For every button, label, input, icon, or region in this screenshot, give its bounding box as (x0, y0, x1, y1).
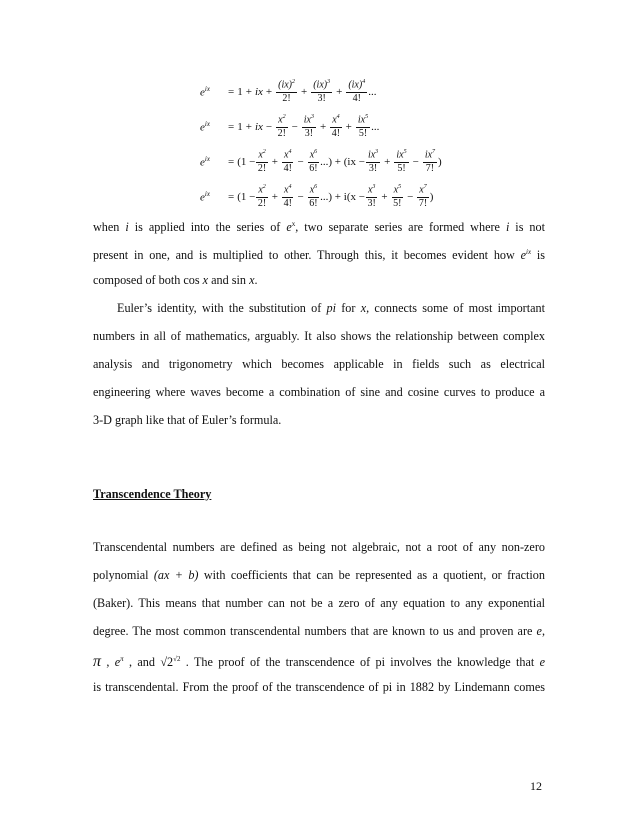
paragraph-2-line-3: analysis and trigonometry which becomes applicable in fields such as electrical (93, 357, 545, 371)
paragraph-3-line-1: Transcendental numbers are defined as being not algebraic, not a root of any non-zero (93, 540, 545, 554)
section-heading: Transcendence Theory (93, 487, 212, 501)
term: ix (254, 120, 263, 133)
operator: − (297, 155, 304, 168)
paragraph-2-line-4: engineering where waves become a combination of sine and cosine curves to produce a (93, 385, 545, 399)
fraction: $\frac{x^2}{2!}$ (277, 114, 286, 139)
fraction: $\frac{(ix)^4}{4!}$ (348, 79, 366, 104)
operator: + (381, 190, 388, 203)
fraction: $\frac{x^6}{6!}$ (309, 184, 318, 209)
operator: − (297, 190, 304, 203)
equals-sign: = (228, 85, 235, 98)
term: ...) + (ix − (320, 155, 365, 168)
fraction: $\frac{x^7}{7!}$ (418, 184, 428, 209)
equation-row-1 (200, 74, 500, 109)
operator: + (245, 120, 252, 133)
operator: + (245, 85, 252, 98)
operator: + (271, 155, 279, 168)
paragraph-1-line-3: composed of both cos x and sin x. (93, 273, 258, 287)
equals-sign: = (228, 155, 235, 168)
equation-lhs: $e^{ix}$ (200, 189, 210, 204)
equals-sign: = (228, 190, 235, 203)
fraction: $\frac{x^2}{2!}$ (257, 184, 267, 209)
operator: + (384, 155, 391, 168)
operator: + (301, 85, 308, 98)
equation-row-4 (200, 179, 500, 214)
operator: + (345, 120, 352, 133)
fraction: $\frac{x^2}{2!}$ (257, 149, 267, 174)
paragraph-1-line-1: when i is applied into the series of $e^x$, two separate series are formed where i is not (93, 220, 545, 235)
term: ...) + i(x − (320, 190, 365, 203)
paragraph-1-line-2: present in one, and is multiplied to other. Through this, it becomes evident how $e^{ix}$ is (93, 248, 545, 263)
equation-lhs: $e^{ix}$ (200, 154, 210, 169)
fraction: $\frac{ix^5}{5!}$ (357, 114, 369, 139)
term: ) (429, 190, 434, 203)
paragraph-3-line-6: is transcendental. From the proof of the transcendence of pi in 1882 by Lindemann comes (93, 680, 545, 694)
paragraph-3-line-3: (Baker). This means that number can not be a zero of any equation to any exponential (93, 596, 545, 610)
operator: + (265, 85, 273, 98)
equation-row-2 (200, 109, 500, 144)
equals-sign: = (228, 120, 235, 133)
operator: + (336, 85, 343, 98)
fraction: $\frac{(ix)^2}{2!}$ (278, 79, 295, 104)
fraction: $\frac{ix^3}{3!}$ (367, 149, 379, 174)
term: ix (254, 85, 263, 98)
equation-block (200, 74, 500, 214)
paragraph-2-line-1: Euler’s identity, with the substitution of pi for x, connects some of most important (117, 301, 545, 315)
operator: − (412, 155, 419, 168)
fraction: $\frac{(ix)^3}{3!}$ (313, 79, 331, 104)
paragraph-3-line-2: polynomial (ax + b) with coefficients that can be represented as a quotient, or fraction (93, 568, 545, 582)
fraction: $\frac{ix^5}{5!}$ (396, 149, 407, 174)
body-paragraphs-1-2 (93, 217, 545, 441)
operator: + (320, 120, 327, 133)
fraction: $\frac{x^5}{5!}$ (393, 184, 402, 209)
paragraph-2-line-2: numbers in all of mathematics, arguably. It also shows the relationship between complex (93, 329, 545, 343)
fraction: $\frac{x^4}{4!}$ (331, 114, 341, 139)
paragraph-2-line-5: 3-D graph like that of Euler’s formula. (93, 413, 282, 427)
term: (1 − (237, 190, 256, 203)
fraction: $\frac{ix^7}{7!}$ (424, 149, 436, 174)
term: 1 (237, 120, 243, 133)
fraction: $\frac{ix^3}{3!}$ (303, 114, 314, 139)
fraction: $\frac{x^4}{4!}$ (283, 149, 292, 174)
term: (1 − (237, 155, 256, 168)
operator: − (407, 190, 414, 203)
paragraph-3-line-5: π , $e^\pi$ , and $√2^{√2}$ . The proof of the transcendence of pi involves the knowledge that e (93, 653, 545, 671)
ellipsis: ... (371, 120, 380, 133)
fraction: $\frac{x^3}{3!}$ (367, 184, 376, 209)
operator: − (291, 120, 298, 133)
equation-lhs: $e^{ix}$ (200, 119, 210, 134)
equation-row-3 (200, 144, 500, 179)
page-number: 12 (530, 779, 542, 793)
fraction: $\frac{x^4}{4!}$ (283, 184, 292, 209)
paragraph-3-line-4: degree. The most common transcendental numbers that are known to us and proven are e, (93, 624, 545, 638)
fraction: $\frac{x^6}{6!}$ (309, 149, 318, 174)
equation-lhs: $e^{ix}$ (200, 84, 210, 99)
body-paragraph-3 (93, 540, 545, 708)
term: 1 (237, 85, 243, 98)
operator: + (271, 190, 279, 203)
term: ) (438, 155, 442, 168)
ellipsis: ... (368, 85, 377, 98)
operator: − (265, 120, 273, 133)
